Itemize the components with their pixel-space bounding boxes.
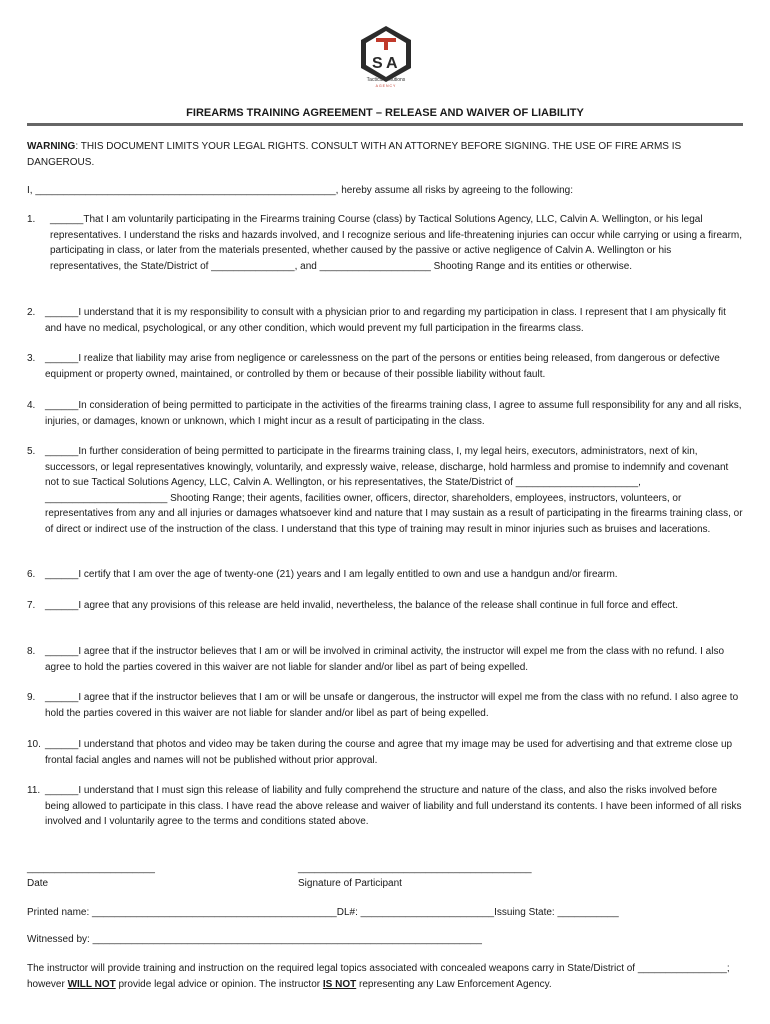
date-label: Date [27,878,49,889]
clause-number: 8. [27,646,36,657]
clause-number: 5. [27,446,36,457]
warning-text: : THIS DOCUMENT LIMITS YOUR LEGAL RIGHTS. CONSULT WITH AN ATTORNEY BEFORE SIGNING. THE USE OF FIRE ARMS IS DANGEROUS. [27,141,682,168]
clause-9 [27,690,743,721]
footer-disclaimer [27,961,743,992]
title-rule [27,123,743,126]
clause-8 [27,644,743,675]
clause-number: 6. [27,569,36,580]
logo-caption [346,77,426,89]
footer-is-not: IS NOT [322,978,357,990]
clause-number: 9. [27,692,36,703]
clause-3 [27,351,743,382]
clause-number: 10. [27,739,41,750]
clause-5 [27,444,743,538]
warning-label: WARNING [27,141,76,152]
clause-text: ______I understand that photos and video may be taken during the course and agree that my image may be used for advertising and that extreme close up frontal facial angles and names will not be published without prior approval. [45,739,733,766]
clause-text: ______I understand that it is my responsibility to consult with a physician prior to and regarding my participation in class. I represent that I am physically fit and have no medical, psychological, or any other condition, which would prevent my full participation in the firearms class. [45,307,726,334]
participant-signature-line[interactable]: __________________________________________ [298,863,532,874]
clause-text: ______That I am voluntarily participating in the Firearms training Course (class) by Tactical Solutions Agency, LLC, Calvin A. Wellington, or his legal representatives. I understand the risks and hazards involved, and I recognize serious and life-threatening injuries can occur while carrying or using a firearm, participating in class, or later from the materials presented, whether caused by the passive or active negligence of Calvin A. Wellington or his representatives, the State/District of _______________, and ____________________ Shooting Range and its entities or otherwise. [50,214,743,272]
clause-text: ______I understand that I must sign this release of liability and fully comprehend the structure and nature of the class, and also the risks involved before being allowed to participate in this class. I have read the above release and waiver of liability and full understand its contents. I have been informed of all risks involved and I voluntarily agree to the terms and conditions stated above. [45,785,742,828]
footer-will-not: WILL NOT [67,978,116,990]
footer-part-1: The instructor will provide training and instruction on the required legal topics associated with concealed weapons carry in State/District of ________________; however [27,963,730,990]
footer-part-3: representing any Law Enforcement Agency. [356,978,552,990]
clause-4 [27,398,743,429]
document-title: FIREARMS TRAINING AGREEMENT – RELEASE AND WAIVER OF LIABILITY [186,107,584,119]
clause-number: 2. [27,307,36,318]
clause-number: 7. [27,600,36,611]
clause-text: ______In consideration of being permitted to participate in the activities of the firearms training class, I agree to assume full responsibility for any and all risks, injuries, or damages, known or unknown, which I might incur as a result of participating in the class. [45,400,742,427]
intro-line: I, ______________________________________________________, hereby assume all risks by agreeing to the following: [27,185,574,196]
logo-subcaption: AGENCY [375,84,397,88]
clause-1 [27,212,743,274]
warning-paragraph [27,139,743,170]
clause-text: ______I agree that if the instructor believes that I am or will be unsafe or dangerous, the instructor will expel me from the class with no refund. I also agree to hold the parties covered in this waiver are not liable for slander and/or libel as part of being expelled. [45,692,739,719]
clause-10 [27,737,743,768]
clause-number: 3. [27,353,36,364]
clause-11 [27,783,743,830]
clause-number: 11. [27,785,41,796]
clause-text: ______In further consideration of being permitted to participate in the firearms training class, I, my legal heirs, executors, administrators, next of kin, successors, or legal representatives knowingly, voluntarily, and expressly waive, release, discharge, hold harmless and promise to indemnify and covenant not to sue Tactical Solutions Agency, LLC, Calvin A. Wellington, or his representatives, the State/District of ______________________, ______________________ Shooting Range; their agents, facilities owner, officers, director, shareholders, employees, instructors, volunteers, or representatives from any and all injuries or damages whatsoever kind and nature that I may sustain as a result of participating in the firearms training class, or of direct or indirect use of the instruction of the class. I understand that this type of training may result in minor injuries such as bruises and lacerations. [45,446,743,535]
clause-2 [27,305,743,336]
svg-text:A: A [386,55,398,72]
clause-number: 1. [27,214,36,225]
printed-name-line[interactable]: Printed name: ____________________________________________DL#: ________________________Issuing State: ___________ [27,907,619,918]
footer-part-2: provide legal advice or opinion. The instructor [115,978,323,990]
clause-7 [27,598,743,614]
clause-text: ______I realize that liability may arise from negligence or carelessness on the part of the persons or entities being released, from dangerous or defective equipment or property owned, maintained, or controlled by them or because of their possible liability without fault. [45,353,720,380]
date-line[interactable]: _______________________ [27,863,155,874]
witnessed-by-line[interactable]: Witnessed by: ______________________________________________________________________ [27,934,482,945]
clause-text: ______I certify that I am over the age of twenty-one (21) years and I am legally entitled to own and use a handgun and/or firearm. [45,569,618,580]
clause-text: ______I agree that if the instructor believes that I am or will be involved in criminal activity, the instructor will expel me from the class with no refund. I also agree to hold the parties covered in this waiver are not liable for slander and/or libel as part of being expelled. [45,646,725,673]
logo-caption-text: Tactical Solutions [366,77,406,83]
clause-6 [27,567,743,583]
svg-text:S: S [372,55,383,72]
clause-number: 4. [27,400,36,411]
clause-text: ______I agree that any provisions of this release are held invalid, nevertheless, the balance of the release shall continue in full force and effect. [45,600,678,611]
participant-signature-label: Signature of Participant [298,878,402,889]
